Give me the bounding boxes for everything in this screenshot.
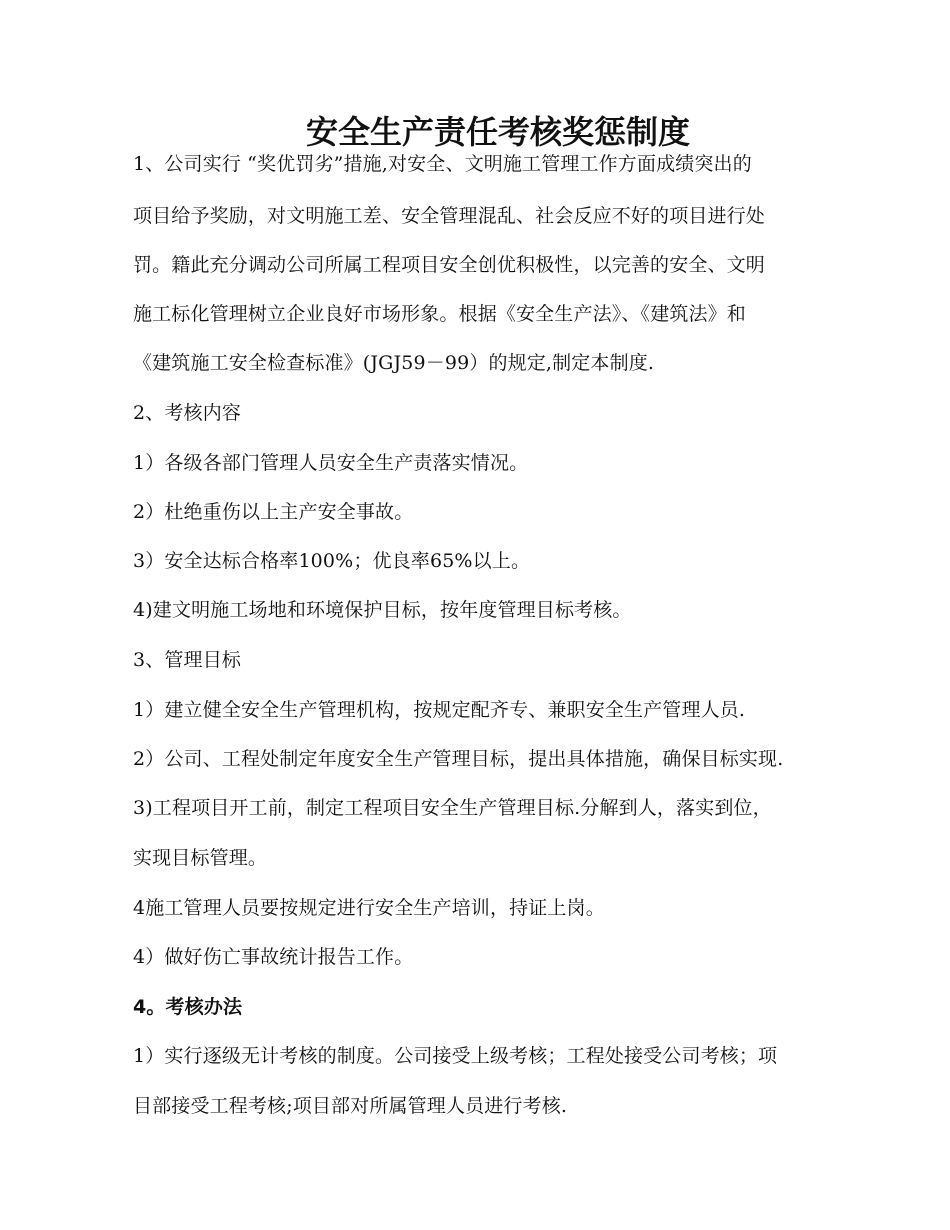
document-title: 安全生产责任考核奖惩制度	[305, 113, 690, 151]
list-item: 2）杜绝重伤以上主产安全事故。	[133, 501, 414, 523]
list-item: 3)工程项目开工前，制定工程项目安全生产管理目标.分解到人，落实到位，	[133, 797, 772, 819]
section-heading: 4。考核办法	[133, 996, 243, 1018]
paragraph-line: 施工标化管理树立企业良好市场形象。根据《安全生产法》、《建筑法》和	[133, 303, 746, 325]
paragraph-line: 《建筑施工安全检查标准》(JGJ59－99）的规定,制定本制度.	[133, 352, 655, 374]
paragraph-line: 项目给予奖励，对文明施工差、安全管理混乱、社会反应不好的项目进行处	[133, 205, 765, 227]
list-item: 4施工管理人员要按规定进行安全生产培训，持证上岗。	[133, 897, 605, 919]
paragraph-line: 1、公司实行 “奖优罚劣”措施,对安全、文明施工管理工作方面成绩突出的	[133, 153, 752, 175]
list-item: 1）各级各部门管理人员安全生产责落实情况。	[133, 452, 529, 474]
paragraph-line: 罚。籍此充分调动公司所属工程项目安全创优积极性，以完善的安全、文明	[133, 254, 765, 276]
section-heading: 3、管理目标	[133, 649, 241, 671]
list-item: 4)建文明施工场地和环境保护目标，按年度管理目标考核。	[133, 599, 632, 621]
list-item: 1）实行逐级无计考核的制度。公司接受上级考核；工程处接受公司考核；项	[133, 1045, 778, 1067]
list-item: 3）安全达标合格率100%；优良率65%以上。	[133, 550, 531, 572]
list-item: 实现目标管理。	[133, 847, 268, 869]
list-item: 目部接受工程考核;项目部对所属管理人员进行考核.	[133, 1095, 568, 1117]
list-item: 1）建立健全安全生产管理机构，按规定配齐专、兼职安全生产管理人员.	[133, 699, 746, 721]
list-item: 2）公司、工程处制定年度安全生产管理目标，提出具体措施，确保目标实现.	[133, 748, 784, 770]
section-heading: 2、考核内容	[133, 402, 241, 424]
list-item: 4）做好伤亡事故统计报告工作。	[133, 946, 414, 968]
